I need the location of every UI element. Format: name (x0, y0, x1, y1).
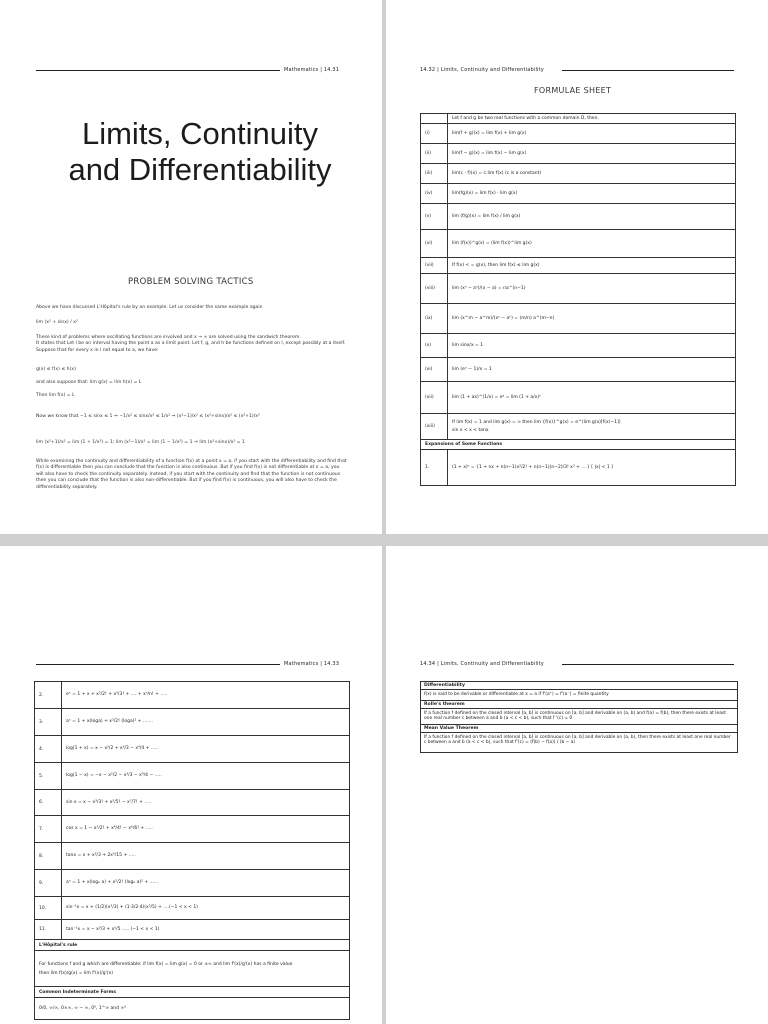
formula-row (421, 258, 736, 274)
formula-row (421, 304, 736, 334)
formula-row (421, 358, 736, 382)
formula-number: 3. (35, 709, 62, 736)
formula-expression: log(1 − x) = −x − x²/2 − x³/3 − x⁴/4 − ..... (62, 763, 350, 790)
paragraph-intro: Above we have discussed L'Hôpital's rule by an example. Let us consider the same example again (36, 305, 263, 310)
formula-number: (vii) (421, 258, 448, 274)
formula-expression: tanx = x + x³/3 + 2x⁵/15 + ..... (62, 843, 350, 870)
formula-number: 4. (35, 736, 62, 763)
formula-number: 2. (35, 682, 62, 709)
formula-number: (xi) (421, 358, 448, 382)
equation-limits-equal: and also suppose that: lim g(x) = lim h(x) = L (36, 380, 142, 385)
formula-row (35, 682, 350, 709)
lhopital-heading: L'Hôpital's rule (35, 940, 350, 951)
expansions-heading: Expansions of Some Functions (421, 440, 736, 450)
formula-row (421, 124, 736, 144)
equation-conclusion: Then lim f(x) = L (36, 393, 75, 398)
theorems-box (420, 681, 738, 753)
equation-inequality: g(x) ≤ f(x) ≤ h(x) (36, 367, 76, 372)
rolle-text: If a function f defined on the closed interval [a, b] is continuous on [a, b] and derivable on (a, b) and f(a) = f(b), then there exists at least one real number c between a and b (a < c < b), such that f '(c) = 0 (421, 709, 737, 725)
formula-row (421, 334, 736, 358)
formula-row (35, 790, 350, 816)
formula-expression: aˣ = 1 + x(loga) + x²/2! (loga)² + ....... (62, 709, 350, 736)
formula-row (421, 164, 736, 184)
formula-number: (viii) (421, 274, 448, 304)
formula-row (421, 274, 736, 304)
formula-row (35, 920, 350, 940)
chapter-title-line2: and Differentiability (68, 152, 332, 187)
formula-number: 7. (35, 816, 62, 843)
formula-expression: lim(f + g)(x) = lim f(x) + lim g(x) (448, 124, 736, 144)
formula-expression: If f(x) < = g(x), then lim f(x) ≤ lim g(x) (448, 258, 736, 274)
formula-expression: sin x = x − x³/3! + x⁵/5! − x⁷/7! + ..... (62, 790, 350, 816)
formula-row (421, 414, 736, 440)
formula-row (421, 230, 736, 258)
lhopital-text: For functions f and g which are differentiable: if lim f(x) = lim g(x) = 0 or ±∞ and lim f'(x)/g'(x) has a finite value then lim f(x)/g(x) = lim f'(x)/g'(x) (35, 951, 350, 987)
formula-row (35, 870, 350, 897)
formula-expression: lim (x^m − a^m)/(xⁿ − aⁿ) = (m/n) a^(m−n) (448, 304, 736, 334)
header-rule (562, 664, 734, 665)
formula-number: 9. (35, 870, 62, 897)
mvt-text: If a function f defined on the closed interval [a, b] is continuous on [a, b] and derivable on (a, b), then there exists at least one real number c between a and b (a < c < b), such that f'(c) = (f(b) − f(a)) / (b − a) (424, 734, 731, 746)
mvt-heading: Mean Value Theorem (421, 725, 737, 733)
formula-row (35, 843, 350, 870)
indeterminate-heading: Common Indeterminate Forms (35, 987, 350, 998)
chapter-title-line1: Limits, Continuity (81, 116, 319, 151)
formula-row (35, 897, 350, 920)
header-rule (36, 664, 280, 665)
formula-row (35, 736, 350, 763)
expansion-number: 1. (421, 450, 448, 486)
formula-row (421, 184, 736, 204)
formula-number: (iv) (421, 184, 448, 204)
formula-number: (ix) (421, 304, 448, 334)
differentiability-heading: Differentiability (421, 682, 737, 690)
formula-expression: lim(fg)(x) = lim f(x) · lim g(x) (448, 184, 736, 204)
formula-number: (x) (421, 334, 448, 358)
formula-expression: log(1 + x) = x − x²/2 + x³/3 − x⁴/4 + ..... (62, 736, 350, 763)
formula-number: (iii) (421, 164, 448, 184)
formula-row (421, 204, 736, 230)
indeterminate-forms: 0/0, ∞/∞, 0×∞, ∞ − ∞, 0⁰, 1^∞ and ∞⁰ (35, 998, 350, 1020)
formula-row (35, 709, 350, 736)
rolle-heading: Rolle's theorem (421, 701, 737, 709)
running-head: 14.32 | Limits, Continuity and Differentiability (420, 67, 544, 73)
intro-cell: Let f and g be two real functions with a common domain D, then. (448, 114, 736, 124)
equation-example: lim (x² + sinx) / x² (36, 320, 78, 325)
header-rule (36, 70, 280, 71)
differentiability-text: f(x) is said to be derivable or differentiable at x = a if f'(a⁺) = f'(a⁻) = finite quantity (421, 690, 737, 701)
formula-expression: lim sinx/x = 1 (448, 334, 736, 358)
formula-number: 8. (35, 843, 62, 870)
formula-number: 10. (35, 897, 62, 920)
chapter-title (40, 116, 360, 188)
expansions-table (34, 681, 350, 1020)
page-14-34 (386, 546, 768, 1024)
page-14-31 (0, 0, 382, 534)
intro-number-cell (421, 114, 448, 124)
formula-expression: lim(f − g)(x) = lim f(x) − lim g(x) (448, 144, 736, 164)
formulae-sheet-title: FORMULAE SHEET (534, 86, 612, 95)
running-head: 14.34 | Limits, Continuity and Differentiability (420, 661, 544, 667)
formula-number: (i) (421, 124, 448, 144)
formula-number: 11. (35, 920, 62, 940)
formula-number: (xiii) (421, 414, 448, 440)
running-head: Mathematics | 14.31 (284, 67, 340, 73)
formula-expression: eˣ = 1 + x + x²/2! + x³/3! + .... + xⁿ/n! + ..... (62, 682, 350, 709)
formula-number: (ii) (421, 144, 448, 164)
formula-row (35, 816, 350, 843)
page-14-33 (0, 546, 382, 1024)
formula-expression: lim(c · f)(x) = c.lim f(x) (c is a constant) (448, 164, 736, 184)
formula-expression: tan⁻¹x = x − x³/3 + x⁵/5 ..... (−1 < x < 1) (62, 920, 350, 940)
formula-expression: lim (1 + ax)^(1/x) = eᵃ = lim (1 + a/x)ˣ (448, 382, 736, 414)
formula-expression: lim (f/g)(x) = lim f(x) / lim g(x) (448, 204, 736, 230)
formula-row (421, 144, 736, 164)
formula-expression: aˣ = 1 + x(logₑ a) + x²/2! (logₑ a)² + ...... (62, 870, 350, 897)
formula-expression: lim (xⁿ − aⁿ)/(x − a) = na^(n−1) (448, 274, 736, 304)
equation-result: lim (x²+1)/x² = lim (1 + 1/x²) = 1; lim (x²−1)/x² = lim (1 − 1/x²) = 1 ⇒ lim (x²+sinx)/x² = 1 (36, 440, 245, 445)
equation-bounds: Now we know that −1 ≤ sinx ≤ 1 ⇒ −1/x² ≤ sinx/x² ≤ 1/x² ⇒ (x²−1)/x² ≤ (x²+sinx)/x² ≤ (x²+1)/x² (36, 414, 260, 419)
formula-row (35, 763, 350, 790)
page-14-32 (386, 0, 768, 534)
formula-number: (xii) (421, 382, 448, 414)
running-head: Mathematics | 14.33 (284, 661, 340, 667)
header-rule (562, 70, 734, 71)
formula-row (421, 382, 736, 414)
paragraph-continuity: While examining the continuity and differentiability of a function f(x) at a point x = a, if you start with the differentiability and find that f(x) is differentiable then you can conclude that the function is also continuous. But if you find f(x) is not differentiable at x = a, you will also have to check the continuity separately. Instead, if you start with the continuity and find that the function is not continuous then you can conclude that the function is also non-differentiable. But if you find f(x) is continuous, you will also have to check the differentiability separately. (36, 459, 347, 490)
section-heading: PROBLEM SOLVING TACTICS (128, 277, 254, 287)
formulae-table (420, 113, 736, 486)
formula-number: (v) (421, 204, 448, 230)
formula-expression: lim (eˣ − 1)/x = 1 (448, 358, 736, 382)
formula-expression: If lim f(x) = 1 and lim g(x) = ∞ then lim {f(x)}^g(x) = e^(lim g(x)[f(x)−1]) sin x < x < tanx (448, 414, 736, 440)
expansion-formula: (1 + x)ⁿ = {1 + nx + n(n−1)x²/2! + n(n−1)(n−2)/3! x³ + ....} [ |x| < 1 ] (448, 450, 736, 486)
paragraph-sandwich: These kind of problems where oscillating functions are involved and x → ∞ are solved using the sandwich theorem. It states that Let l be an interval having the point a as a limit point. Let f, g, and h be functions defined on l, except possibly at a itself. Suppose that for every x in l not equal to a, we have: (36, 335, 346, 353)
formula-expression: lim (f(x))^g(x) = (lim f(x))^lim g(x) (448, 230, 736, 258)
formula-expression: cos x = 1 − x²/2! + x⁴/4! − x⁶/6! + ..... (62, 816, 350, 843)
formula-number: (vi) (421, 230, 448, 258)
formula-number: 6. (35, 790, 62, 816)
formula-expression: sin⁻¹x = x + (1/2)(x³/3) + (1·3/2·4)(x⁵/5) + ....(−1 < x < 1) (62, 897, 350, 920)
formula-number: 5. (35, 763, 62, 790)
